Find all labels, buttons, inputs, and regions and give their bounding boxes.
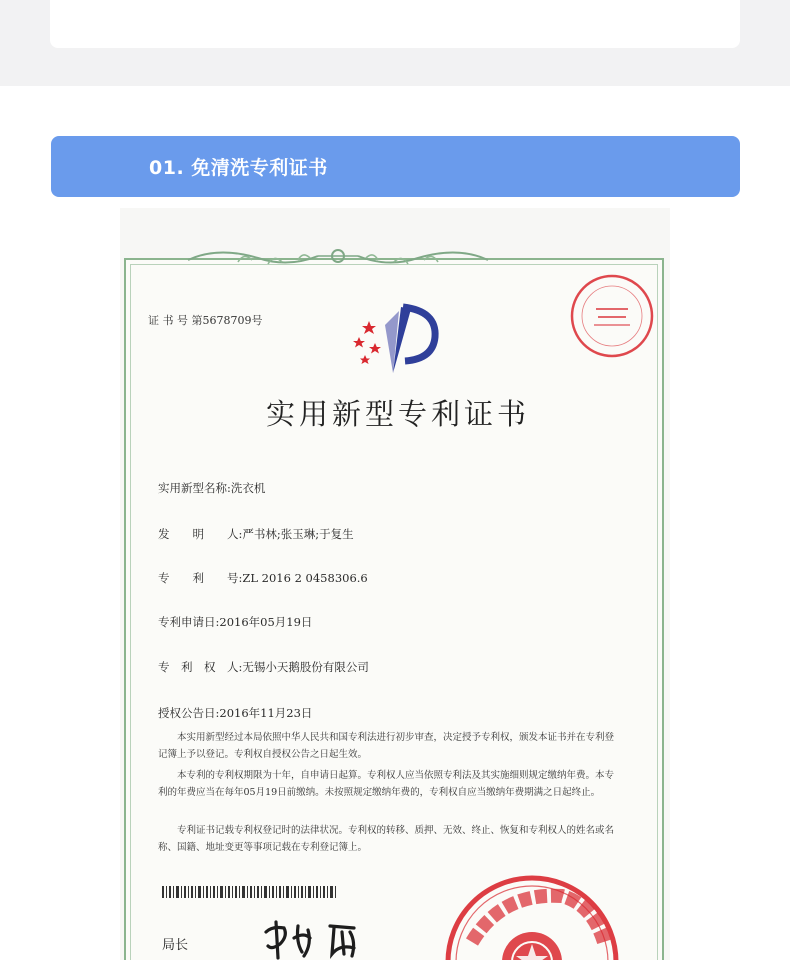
director-signature — [258, 918, 398, 960]
field-grant-date — [158, 705, 312, 721]
section-header — [51, 136, 740, 197]
field-label: 专利申请日: — [158, 615, 220, 629]
barcode — [162, 886, 336, 898]
field-inventors — [158, 526, 354, 542]
field-label: 发 明 人: — [158, 527, 243, 541]
patent-office-emblem — [345, 303, 445, 375]
paragraph-text: 本专利的专利权期限为十年，自申请日起算。专利权人应当依照专利法及其实施细则规定缴纳年费。本专利的年费应当在每年05月19日前缴纳。未按照规定缴纳年费的，专利权自应当缴纳年费期满之日起终止。 — [158, 770, 615, 798]
field-label: 实用新型名称: — [158, 481, 231, 495]
director-label: 局长 — [162, 938, 189, 953]
section-title: 01. 免清洗专利证书 — [149, 157, 328, 179]
field-label: 专 利 权 人: — [158, 660, 243, 674]
paragraph-text: 专利证书记载专利权登记时的法律状况。专利权的转移、质押、无效、终止、恢复和专利权人的姓名或名称、国籍、地址变更等事项记载在专利登记簿上。 — [158, 825, 615, 853]
certificate-number: 证 书 号 第5678709号 — [148, 314, 263, 327]
field-value: 严书林;张玉琳;于复生 — [242, 527, 354, 541]
certificate-title: 实用新型专利证书 — [265, 397, 530, 431]
field-patent-number — [158, 570, 368, 586]
field-patentee — [158, 659, 369, 675]
field-application-date — [158, 614, 312, 630]
certificate-paragraph — [158, 822, 618, 856]
red-seal-small — [568, 272, 656, 360]
certificate-paragraph — [158, 767, 618, 801]
top-card — [50, 0, 740, 48]
red-seal-large — [442, 872, 622, 960]
field-value: 洗衣机 — [230, 481, 266, 495]
paragraph-text: 本实用新型经过本局依照中华人民共和国专利法进行初步审查，决定授予专利权，颁发本证书并在专利登记簿上予以登记。专利权自授权公告之日起生效。 — [158, 732, 615, 760]
field-value: 2016年11月23日 — [219, 706, 313, 720]
field-value: 无锡小天鹅股份有限公司 — [242, 660, 369, 674]
top-ornament — [178, 238, 498, 274]
field-value: 2016年05月19日 — [219, 615, 313, 629]
top-panel — [0, 0, 790, 86]
field-label: 授权公告日: — [158, 706, 220, 720]
certificate-paragraph — [158, 729, 618, 763]
field-label: 专 利 号: — [158, 571, 243, 585]
field-utility-model-name — [158, 480, 265, 496]
field-value: ZL 2016 2 0458306.6 — [242, 571, 368, 585]
